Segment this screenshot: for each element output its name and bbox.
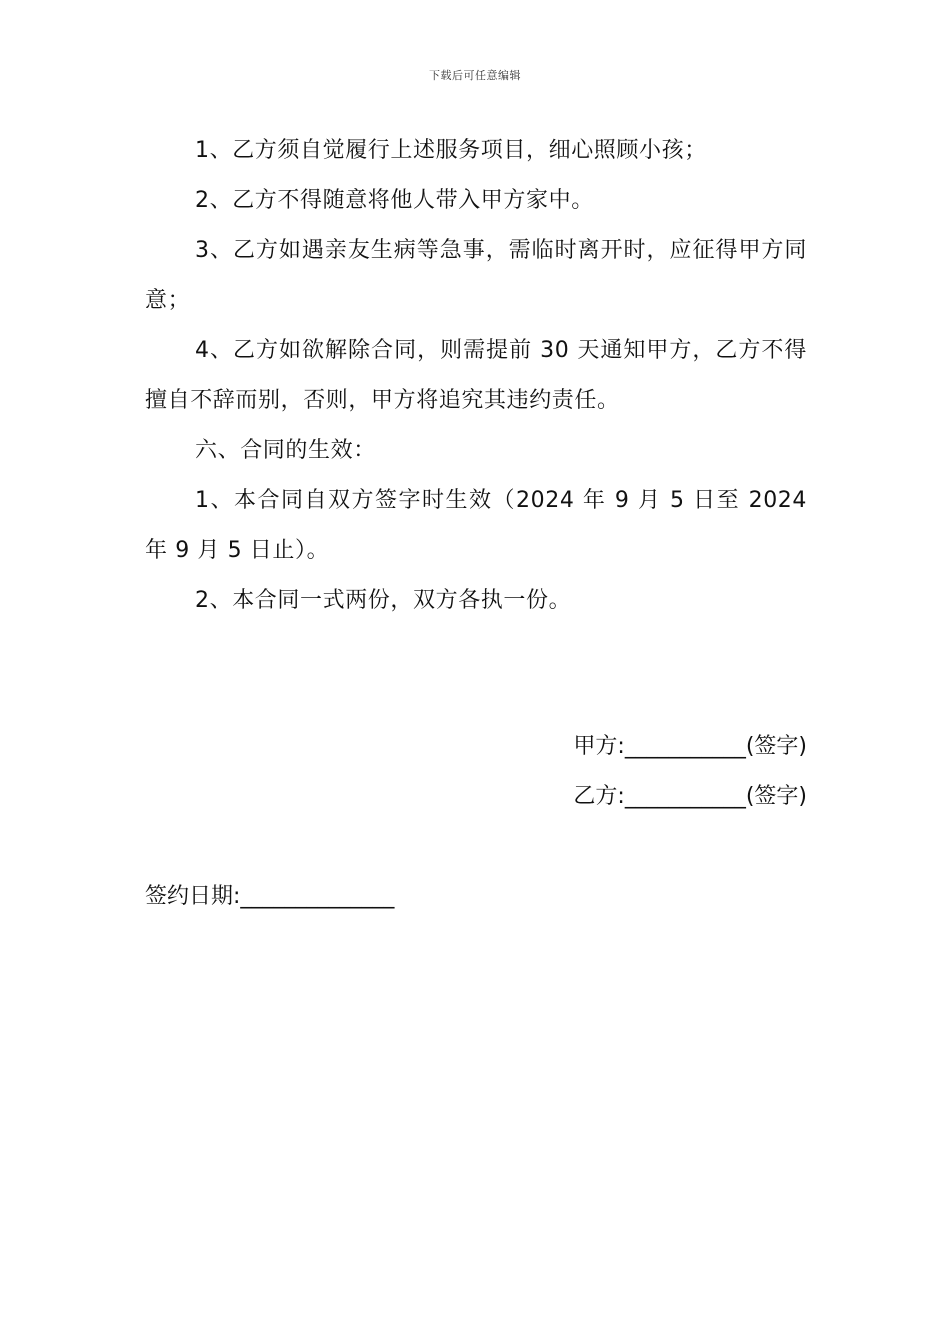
sign-date-line: 签约日期:______________	[145, 884, 395, 909]
effectiveness-clause-1: 1、本合同自双方签字时生效（2024 年 9 月 5 日至 2024 年 9 月 5 日止）。	[145, 488, 807, 563]
clause-3: 3、乙方如遇亲友生病等急事，需临时离开时，应征得甲方同意；	[145, 238, 807, 313]
clause-1: 1、乙方须自觉履行上述服务项目，细心照顾小孩；	[195, 138, 707, 163]
clause-2: 2、乙方不得随意将他人带入甲方家中。	[195, 188, 594, 213]
party-b-signature-line: 乙方:___________(签字)	[573, 784, 807, 809]
contract-body	[145, 126, 807, 626]
effectiveness-clause-2: 2、本合同一式两份，双方各执一份。	[195, 588, 572, 613]
party-a-signature-line: 甲方:___________(签字)	[573, 734, 807, 759]
signature-block	[145, 722, 807, 822]
clause-4: 4、乙方如欲解除合同，则需提前 30 天通知甲方，乙方不得擅自不辞而别，否则，甲方将追究其违约责任。	[145, 338, 807, 413]
header-note: 下载后可任意编辑	[429, 69, 521, 82]
section-heading-effectiveness: 六、合同的生效：	[195, 438, 376, 463]
